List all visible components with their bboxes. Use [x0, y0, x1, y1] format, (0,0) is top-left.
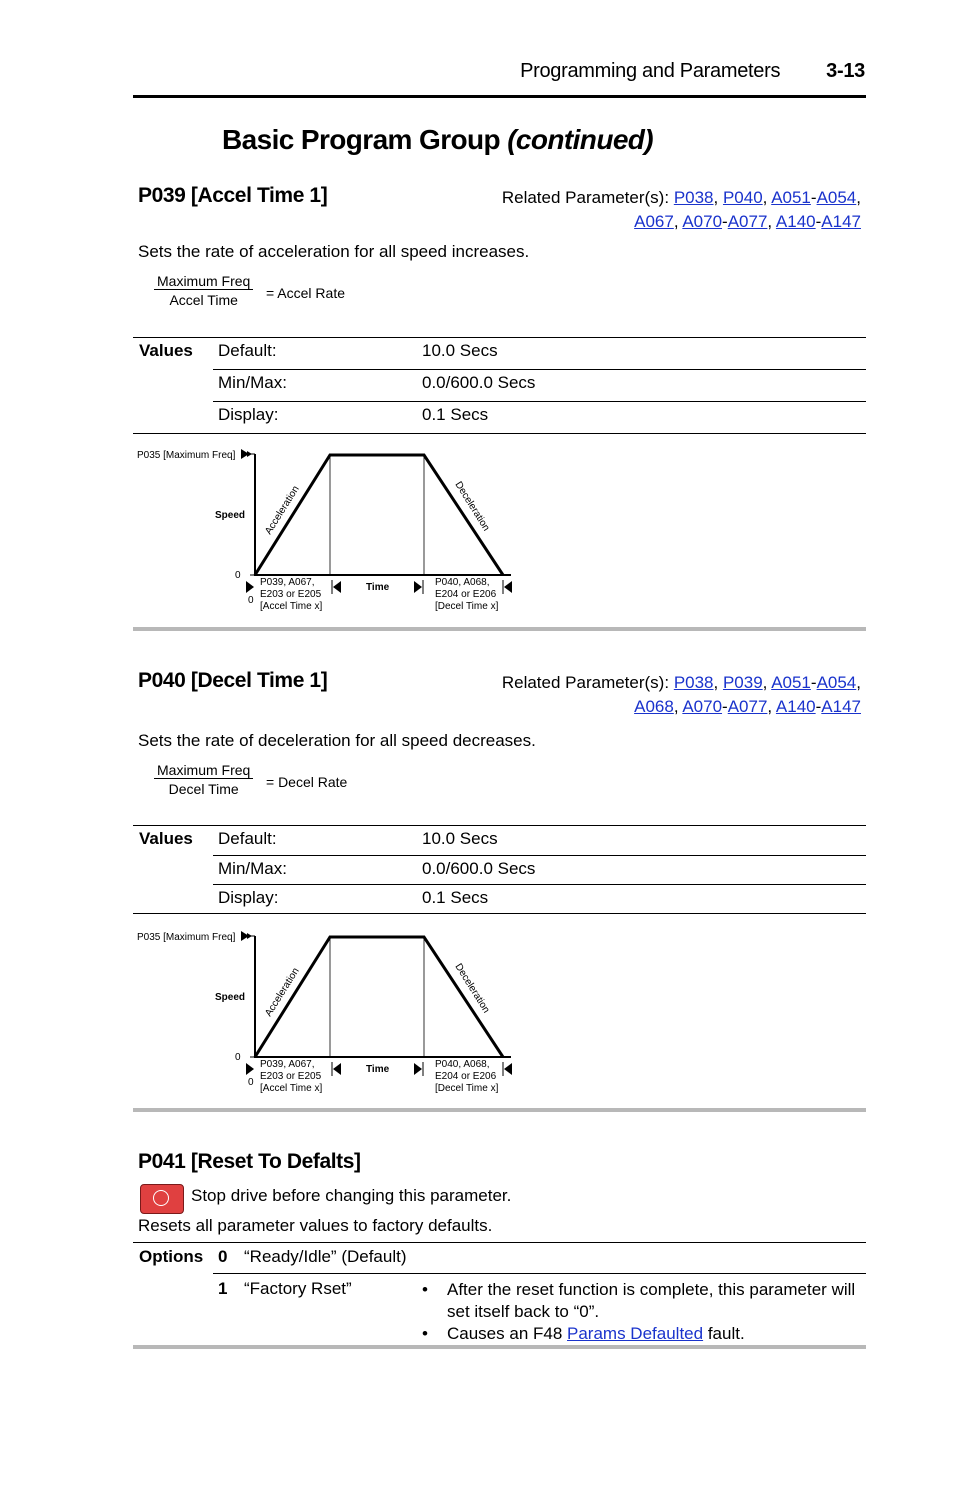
p041-heading: P041 [Reset To Defalts] [138, 1150, 361, 1173]
arrow-right-icon [414, 1062, 423, 1076]
note-post: fault. [703, 1324, 745, 1343]
p040-values-table [133, 825, 866, 914]
option-number: 1 [218, 1279, 228, 1298]
stop-note: Stop drive before changing this parameter. [191, 1186, 512, 1205]
values-row [213, 826, 866, 856]
note-item: • After the reset function is complete, this parameter will set itself back to “0”. [419, 1279, 867, 1323]
accel-params-line: P039, A067, [260, 577, 315, 588]
value-key: Min/Max: [218, 373, 287, 392]
accel-params-line: E203 or E205 [260, 589, 322, 600]
link-a140[interactable]: A140 [775, 212, 816, 231]
p039-formula [154, 273, 345, 308]
params-defaulted-link[interactable]: Params Defaulted [567, 1324, 704, 1343]
link-a147[interactable]: A147 [821, 697, 861, 716]
link-a070[interactable]: A070 [682, 697, 723, 716]
formula-result: = Decel Rate [266, 774, 348, 790]
speed-label: Speed [215, 992, 246, 1003]
decel-params-line: P040, A068, [435, 1059, 490, 1070]
value-key: Default: [218, 829, 277, 848]
max-freq-label: P035 [Maximum Freq] [137, 450, 236, 461]
link-p039[interactable]: P039 [722, 673, 763, 692]
decel-params-line: E204 or E206 [435, 589, 497, 600]
value-val: 0.1 Secs [422, 888, 489, 907]
p039-related-params: Related Parameter(s): P038, P040, A051-A054, A067, A070-A077, A140-A147 [501, 188, 861, 231]
speed-time-diagram-2 [133, 922, 533, 1102]
link-p038[interactable]: P038 [673, 188, 714, 207]
p040-heading: P040 [Decel Time 1] [138, 669, 328, 692]
accel-params-line: [Accel Time x] [260, 601, 323, 612]
decel-params-line: E204 or E206 [435, 1071, 497, 1082]
section-divider [133, 1345, 866, 1349]
value-val: 0.1 Secs [422, 405, 489, 424]
speed-profile-line [255, 455, 503, 575]
arrow-left-icon [332, 1062, 341, 1076]
link-a067[interactable]: A067 [634, 212, 674, 231]
accel-params-line: E203 or E205 [260, 1071, 322, 1082]
value-key: Default: [218, 341, 277, 360]
decel-params-line: [Decel Time x] [435, 1083, 499, 1094]
p039-values-table [133, 337, 866, 434]
link-a070[interactable]: A070 [682, 212, 723, 231]
value-val: 10.0 Secs [422, 341, 498, 360]
values-label: Values [139, 341, 193, 360]
page-number: 3-13 [826, 60, 865, 82]
accel-label: Acceleration [263, 484, 302, 537]
p039-heading: P039 [Accel Time 1] [138, 184, 328, 207]
value-key: Display: [218, 888, 279, 907]
zero-x-label: 0 [248, 1077, 254, 1088]
value-key: Min/Max: [218, 859, 287, 878]
option-text: “Ready/Idle” (Default) [244, 1247, 407, 1266]
note-pre: Causes an F48 [447, 1324, 568, 1343]
formula-denominator: Accel Time [169, 292, 238, 308]
link-a054[interactable]: A054 [816, 673, 857, 692]
time-label: Time [366, 1064, 390, 1075]
p041-options-table [133, 1242, 866, 1347]
formula-numerator: Maximum Freq [154, 273, 253, 290]
related-label: Related Parameter(s): [501, 673, 670, 692]
values-row [213, 338, 866, 370]
arrow-right-icon [246, 1063, 254, 1075]
option-number: 0 [218, 1247, 228, 1266]
link-p040[interactable]: P040 [722, 188, 763, 207]
link-a147[interactable]: A147 [821, 212, 861, 231]
link-a077[interactable]: A077 [727, 212, 768, 231]
link-a140[interactable]: A140 [775, 697, 816, 716]
option-text: “Factory Rset” [244, 1279, 352, 1298]
speed-label: Speed [215, 510, 246, 521]
p040-related-params: Related Parameter(s): P038, P039, A051-A054, A068, A070-A077, A140-A147 [501, 673, 861, 716]
zero-y-label: 0 [235, 570, 241, 581]
arrow-right-icon [414, 580, 423, 594]
option-notes [419, 1279, 867, 1345]
arrow-left-icon [332, 580, 341, 594]
accel-params-line: P039, A067, [260, 1059, 315, 1070]
zero-x-label: 0 [248, 595, 254, 606]
formula-numerator: Maximum Freq [154, 762, 253, 779]
max-freq-label: P035 [Maximum Freq] [137, 932, 236, 943]
p041-description: Resets all parameter values to factory defaults. [138, 1216, 493, 1235]
values-row [213, 856, 866, 885]
speed-profile-line [255, 937, 503, 1057]
stop-sign-icon [140, 1184, 184, 1214]
link-a051[interactable]: A051 [771, 673, 811, 692]
section-title: Programming and Parameters [520, 60, 781, 82]
value-key: Display: [218, 405, 279, 424]
values-row [213, 370, 866, 402]
p040-formula [154, 762, 348, 797]
values-label: Values [139, 829, 193, 848]
option-row [213, 1243, 866, 1274]
value-val: 10.0 Secs [422, 829, 498, 848]
title-continued: (continued) [507, 124, 654, 155]
value-val: 0.0/600.0 Secs [422, 859, 536, 878]
arrow-right-icon [246, 581, 254, 593]
decel-label: Deceleration [452, 479, 492, 534]
option-row [213, 1274, 866, 1344]
title-main: Basic Program Group [222, 124, 501, 155]
value-val: 0.0/600.0 Secs [422, 373, 536, 392]
note-item [419, 1323, 867, 1345]
page-title [222, 124, 653, 156]
link-p038[interactable]: P038 [673, 673, 714, 692]
link-a068[interactable]: A068 [634, 697, 674, 716]
values-row [213, 402, 866, 433]
zero-y-label: 0 [235, 1052, 241, 1063]
link-a051[interactable]: A051 [771, 188, 811, 207]
link-a054[interactable]: A054 [816, 188, 857, 207]
link-a077[interactable]: A077 [727, 697, 768, 716]
formula-denominator: Decel Time [168, 781, 239, 797]
options-label: Options [139, 1247, 204, 1266]
time-label: Time [366, 582, 390, 593]
arrow-left-icon [503, 1062, 512, 1076]
arrow-left-icon [503, 580, 512, 594]
p039-description: Sets the rate of acceleration for all speed increases. [138, 242, 530, 261]
decel-params-line: [Decel Time x] [435, 601, 499, 612]
decel-params-line: P040, A068, [435, 577, 490, 588]
formula-result: = Accel Rate [266, 285, 345, 301]
p040-description: Sets the rate of deceleration for all speed decreases. [138, 731, 536, 750]
accel-params-line: [Accel Time x] [260, 1083, 323, 1094]
section-divider [133, 627, 866, 631]
related-label: Related Parameter(s): [501, 188, 670, 207]
speed-time-diagram-1 [133, 440, 533, 620]
section-divider [133, 1108, 866, 1112]
decel-label: Deceleration [452, 961, 492, 1016]
accel-label: Acceleration [263, 966, 302, 1019]
values-row [213, 885, 866, 913]
header-rule [133, 95, 866, 98]
running-header [520, 60, 865, 83]
